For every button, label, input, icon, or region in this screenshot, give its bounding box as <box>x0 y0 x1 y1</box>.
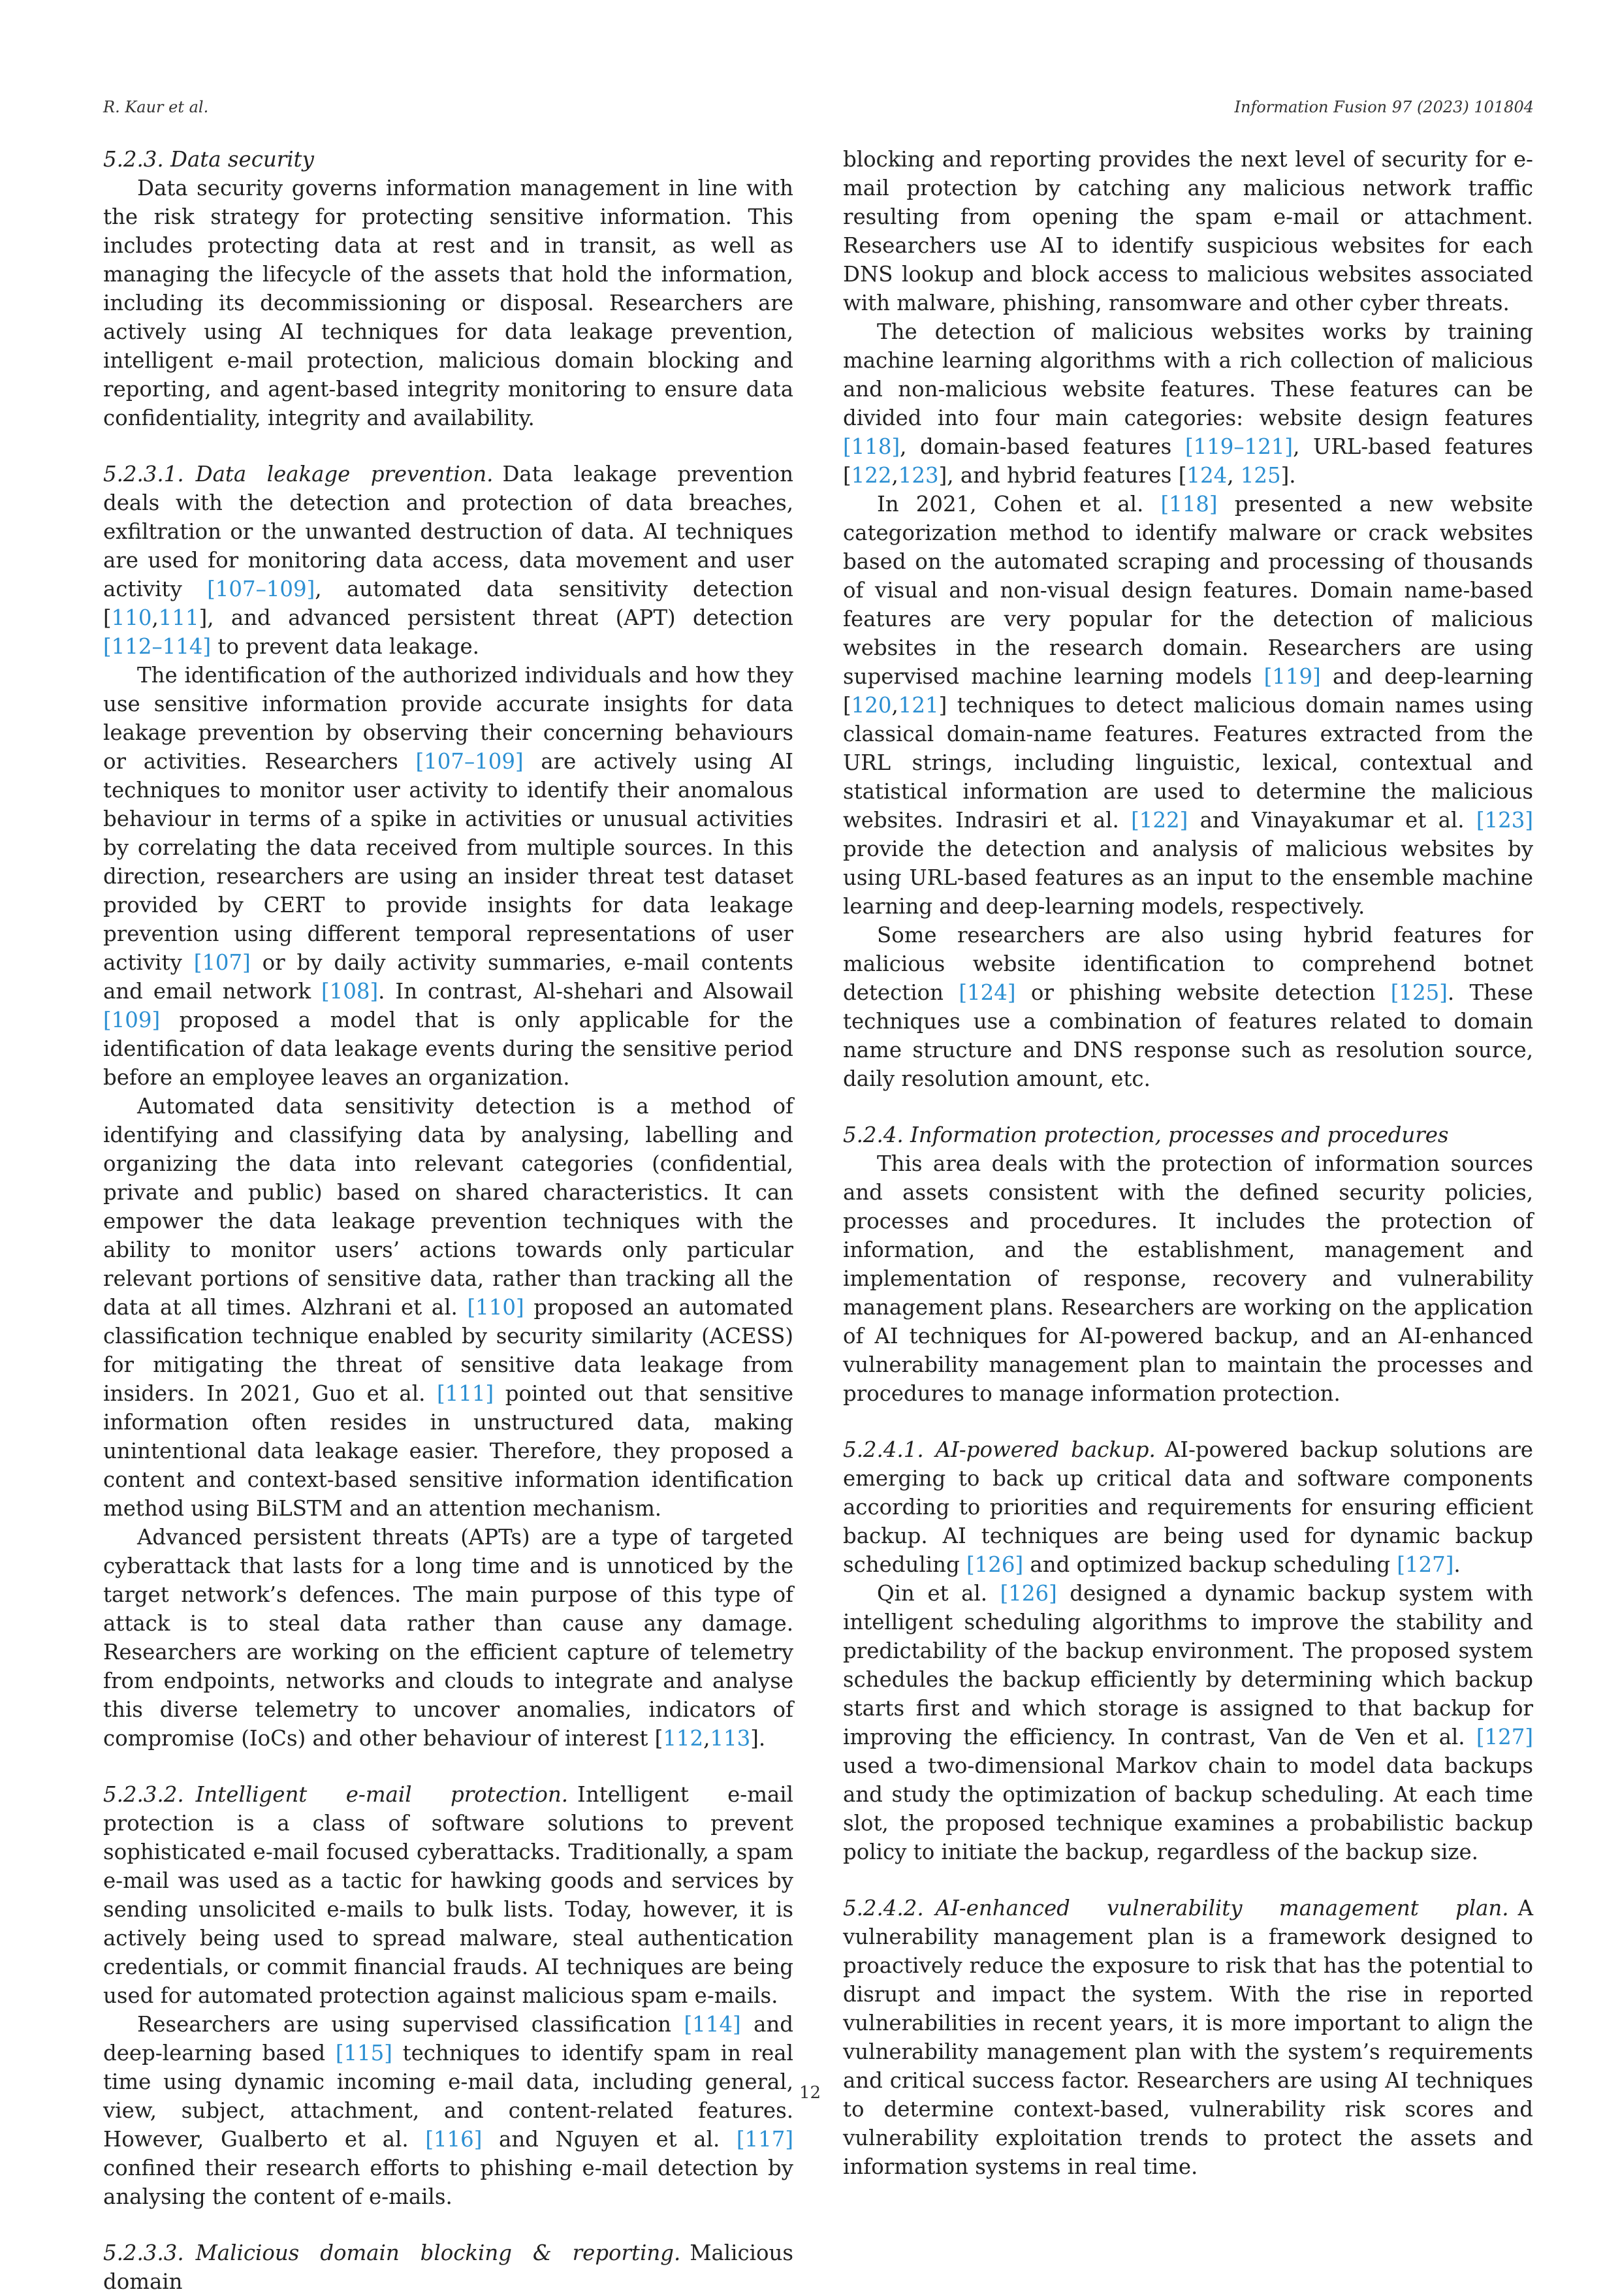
text-run: , <box>1227 463 1241 488</box>
text-run: . These techniques use a combination of features related to domain name structure and DNS response such as resolution source, daily resolution amount, etc. <box>843 980 1533 1091</box>
paragraph-email-protection <box>103 1780 793 2010</box>
text-run: , <box>891 693 898 718</box>
text-run: or phishing website detection <box>1015 980 1391 1005</box>
text-run: proposed a model that is only applicable for the identification of data leakage events during the sensitive period before an employee leaves an organization. <box>103 1008 793 1090</box>
paragraph-authorized-individuals <box>103 661 793 1092</box>
text-run: ] techniques to detect malicious domain names using classical domain-name features. Features extracted from the URL strings, including linguistic, lexical, contextual and statistical information are used to determine the malicious websites. Indrasiri et al. <box>843 693 1533 833</box>
citation-link[interactable]: 110 <box>111 605 152 630</box>
text-run: and Nguyen et al. <box>482 2127 737 2152</box>
text-run: ]. <box>1280 463 1296 488</box>
text-run: and deep-learning [ <box>843 664 1533 718</box>
text-run: Advanced persistent threats (APTs) are a type of targeted cyberattack that lasts for a long time and is unnoticed by the target network’s defences. The main purpose of this type of attack is to steal data rather than cause any damage. Researchers are working on the efficient capture of telemetry from endpoints, networks and clouds to integrate and analyse this diverse telemetry to uncover anomalies, indicators of compromise (IoCs) and other behaviour of interest [ <box>103 1525 793 1751</box>
text-run: ]. <box>750 1726 766 1751</box>
text-run: , <box>891 463 898 488</box>
citation-link[interactable]: [125] <box>1390 980 1448 1005</box>
text-run: proposed an automated classification technique enabled by security similarity (ACESS) for mitigating the threat of sensitive data leakage from insiders. In 2021, Guo et al. <box>103 1295 793 1406</box>
paragraph-apt <box>103 1523 793 1753</box>
citation-link[interactable]: [114] <box>684 2012 741 2037</box>
text-run: Automated data sensitivity detection is a method of identifying and classifying data by analysing, labelling and organizing the data into relevant categories (confidential, private and public) based on shared characteristics. It can empower the data leakage prevention techniques with the ability to monitor users’ actions towards only particular relevant portions of sensitive data, rather than tracking all the data at all times. Alzhrani et al. <box>103 1094 793 1320</box>
heading-5-2-3: 5.2.3. Data security <box>103 147 314 172</box>
citation-link[interactable]: [116] <box>425 2127 483 2152</box>
paragraph-malicious-domain-lead <box>103 2239 793 2296</box>
subsection-title: AI-powered backup. <box>935 1437 1156 1462</box>
citation-link[interactable]: [117] <box>736 2127 793 2152</box>
text-run: The detection of malicious websites works by training machine learning algorithms with a rich collection of malicious and non-malicious website features. These features can be divided into four main categories: website design features <box>843 319 1533 430</box>
citation-link[interactable]: [115] <box>335 2041 392 2065</box>
citation-link[interactable]: 111 <box>158 605 199 630</box>
citation-link[interactable]: [124] <box>959 980 1016 1005</box>
subsection-title: Malicious domain blocking & reporting. <box>195 2240 681 2265</box>
paragraph-data-security: Data security governs information management in line with the risk strategy for protecting sensitive information. This includes protecting data at rest and in transit, as well as managing the lifecycle of the assets that hold the information, including its decommissioning or disposal. Researchers are actively using AI techniques for data leakage prevention, intelligent e-mail protection, malicious domain blocking and reporting, and agent-based integrity monitoring to ensure data confidentiality, integrity and availability. <box>103 176 793 430</box>
text-run: A vulnerability management plan is a framework designed to proactively reduce the exposure to risk that has the potential to disrupt and impact the system. With the rise in reported vulnerabilities in recent years, it is more important to align the vulnerability management plan with the system’s requirements and critical success factor. Researchers are using AI techniques to determine context-based, vulnerability risk scores and vulnerability exploitation trends to protect the assets and information systems in real time. <box>843 1896 1533 2179</box>
page-number: 12 <box>799 2083 821 2103</box>
text-run: , <box>703 1726 710 1751</box>
text-run: ], and hybrid features [ <box>938 463 1187 488</box>
citation-link[interactable]: 124 <box>1186 463 1228 488</box>
citation-link[interactable]: [107] <box>193 950 251 975</box>
citation-link[interactable]: 122 <box>851 463 892 488</box>
citation-link[interactable]: [119] <box>1263 664 1321 689</box>
citation-link[interactable]: 123 <box>898 463 939 488</box>
paragraph-hybrid-features <box>843 921 1533 1093</box>
citation-link[interactable]: [107–109] <box>207 577 315 601</box>
citation-link[interactable]: 121 <box>898 693 939 718</box>
subsection-title: AI-enhanced vulnerability management plan. <box>935 1896 1509 1921</box>
paragraph-dynamic-backup <box>843 1579 1533 1866</box>
text-run: Malicious domain <box>103 2240 793 2294</box>
citation-link[interactable]: 120 <box>851 693 892 718</box>
citation-link[interactable]: [126] <box>966 1552 1024 1577</box>
text-run: AI-powered backup solutions are emerging to back up critical data and software components according to priorities and requirements for ensuring efficient backup. AI techniques are being used for dynamic backup scheduling <box>843 1437 1533 1577</box>
text-run: to prevent data leakage. <box>211 634 479 659</box>
citation-link[interactable]: [111] <box>436 1381 494 1406</box>
citation-link[interactable]: 112 <box>663 1726 704 1751</box>
text-run: Intelligent e-mail protection is a class of software solutions to prevent sophisticated e-mail focused cyberattacks. Traditionally, a spam e-mail was used as a tactic for hawking goods and services by sending unsolicited e-mails to bulk lists. Today, however, it is actively being used to spread malware, steal authentication credentials, or commit financial frauds. AI techniques are being used for automated protection against malicious spam e-mails. <box>103 1782 793 2008</box>
running-header-journal: Information Fusion 97 (2023) 101804 <box>1234 98 1534 116</box>
paragraph-information-protection: This area deals with the protection of information sources and assets consistent with the defined security policies, processes and procedures. It includes the protection of information, and the establishment, management and implementation of response, recovery and vulnerability management plans. Researchers are working on the application of AI techniques for AI-powered backup, and an AI-enhanced vulnerability management plan to maintain the processes and procedures to manage information protection. <box>843 1151 1533 1406</box>
paragraph-ai-powered-backup <box>843 1435 1533 1579</box>
paragraph-malicious-domain-cont: blocking and reporting provides the next level of security for e-mail protection by catching any malicious network traffic resulting from opening the spam e-mail or attachment. Researchers use AI to identify suspicious websites for each DNS lookup and block access to malicious websites associated with malware, phishing, ransomware and other cyber threats. <box>843 147 1533 315</box>
text-run: designed a dynamic backup system with intelligent scheduling algorithms to improve the stability and predictability of the backup environment. The proposed system schedules the backup efficiently by determining which backup starts first and which storage is assigned to that backup for improving the efficiency. In contrast, Van de Ven et al. <box>843 1581 1533 1749</box>
text-run: , domain-based features <box>900 434 1185 459</box>
citation-link[interactable]: 125 <box>1240 463 1281 488</box>
text-run: , <box>151 605 159 630</box>
subsection-number: 5.2.3.2. <box>103 1782 184 1807</box>
paragraph-vulnerability-management <box>843 1894 1533 2181</box>
text-run: The identification of the authorized individuals and how they use sensitive information provide accurate insights for data leakage prevention by observing their concerning behaviours or activities. Researchers <box>103 663 793 774</box>
text-run: Some researchers are also using hybrid features for malicious website identification to comprehend botnet detection <box>843 923 1533 1005</box>
citation-link[interactable]: [112–114] <box>103 634 212 659</box>
text-run: techniques to identify spam in real time using dynamic incoming e-mail data, including general, view, subject, attachment, and content-related features. However, Gualberto et al. <box>103 2041 793 2152</box>
paragraph-spam-detection <box>103 2010 793 2211</box>
text-run: Researchers are using supervised classification <box>137 2012 684 2037</box>
subsection-number: 5.2.3.3. <box>103 2240 184 2265</box>
text-run: . <box>1453 1552 1461 1577</box>
text-run: In 2021, Cohen et al. <box>877 492 1161 517</box>
text-run: are actively using AI techniques to monitor user activity to identify their anomalous behaviour in terms of a spike in activities or unusual activities by correlating the data received from multiple sources. In this direction, researchers are using an insider threat test dataset provided by CERT to provide insights for data leakage prevention using different temporal representations of user activity <box>103 749 793 975</box>
text-run: confined their research efforts to phishing e-mail detection by analysing the content of e-mails. <box>103 2156 793 2209</box>
running-header-authors: R. Kaur et al. <box>103 98 209 116</box>
text-run: provide the detection and analysis of malicious websites by using URL-based features as an input to the ensemble machine learning and deep-learning models, respectively. <box>843 837 1533 919</box>
left-column <box>103 145 793 2296</box>
citation-link[interactable]: 113 <box>710 1726 751 1751</box>
subsection-title: Data leakage prevention. <box>195 462 494 486</box>
text-run: and Vinayakumar et al. <box>1188 808 1476 833</box>
paragraph-website-categorization <box>843 490 1533 921</box>
paragraph-sensitivity-detection <box>103 1092 793 1523</box>
citation-link[interactable]: [123] <box>1476 808 1533 833</box>
citation-link[interactable]: [127] <box>1476 1725 1533 1749</box>
citation-link[interactable]: [118] <box>843 434 900 459</box>
text-run: , URL-based features [ <box>843 434 1533 488</box>
citation-link[interactable]: [110] <box>467 1295 524 1320</box>
text-run: , automated data sensitivity detection [ <box>103 577 793 630</box>
text-run: Qin et al. <box>877 1581 1000 1606</box>
citation-link[interactable]: [126] <box>1000 1581 1057 1606</box>
text-run: and deep-learning based <box>103 2012 793 2065</box>
paragraph-malicious-website-detection <box>843 317 1533 490</box>
heading-5-2-4: 5.2.4. Information protection, processes and procedures <box>843 1123 1449 1147</box>
text-run: or by daily activity summaries, e-mail contents and email network <box>103 950 793 1004</box>
citation-link[interactable]: [109] <box>103 1008 161 1032</box>
citation-link[interactable]: [108] <box>321 979 379 1004</box>
text-run: ], and advanced persistent threat (APT) detection <box>199 605 793 630</box>
citation-link[interactable]: [118] <box>1160 492 1218 517</box>
subsection-number: 5.2.3.1. <box>103 462 184 486</box>
citation-link[interactable]: [107–109] <box>415 749 524 774</box>
right-column <box>843 145 1533 2181</box>
text-run: used a two-dimensional Markov chain to model data backups and study the optimization of backup scheduling. At each time slot, the proposed technique examines a probabilistic backup policy to initiate the backup, regardless of the backup size. <box>843 1753 1533 1864</box>
text-run: presented a new website categorization method to identify malware or crack websites based on the automated scraping and processing of thousands of visual and non-visual design features. Domain name-based features are very popular for the detection of malicious websites in the research domain. Researchers are using supervised machine learning models <box>843 492 1533 689</box>
text-run: and optimized backup scheduling <box>1023 1552 1397 1577</box>
citation-link[interactable]: [119–121] <box>1184 434 1294 459</box>
subsection-number: 5.2.4.2. <box>843 1896 924 1921</box>
citation-link[interactable]: [122] <box>1131 808 1188 833</box>
citation-link[interactable]: [127] <box>1397 1552 1454 1577</box>
text-run: . In contrast, Al-shehari and Alsowail <box>378 979 793 1004</box>
text-run: pointed out that sensitive information often resides in unstructured data, making unintentional data leakage easier. Therefore, they proposed a content and context-based sensitive information identification method using BiLSTM and an attention mechanism. <box>103 1381 793 1521</box>
paragraph-data-leakage-prevention <box>103 460 793 661</box>
text-run: Data leakage prevention deals with the detection and protection of data breaches, exfiltration or the unwanted destruction of data. AI techniques are used for monitoring data access, data movement and user activity <box>103 462 793 601</box>
subsection-title: Intelligent e-mail protection. <box>195 1782 569 1807</box>
subsection-number: 5.2.4.1. <box>843 1437 924 1462</box>
